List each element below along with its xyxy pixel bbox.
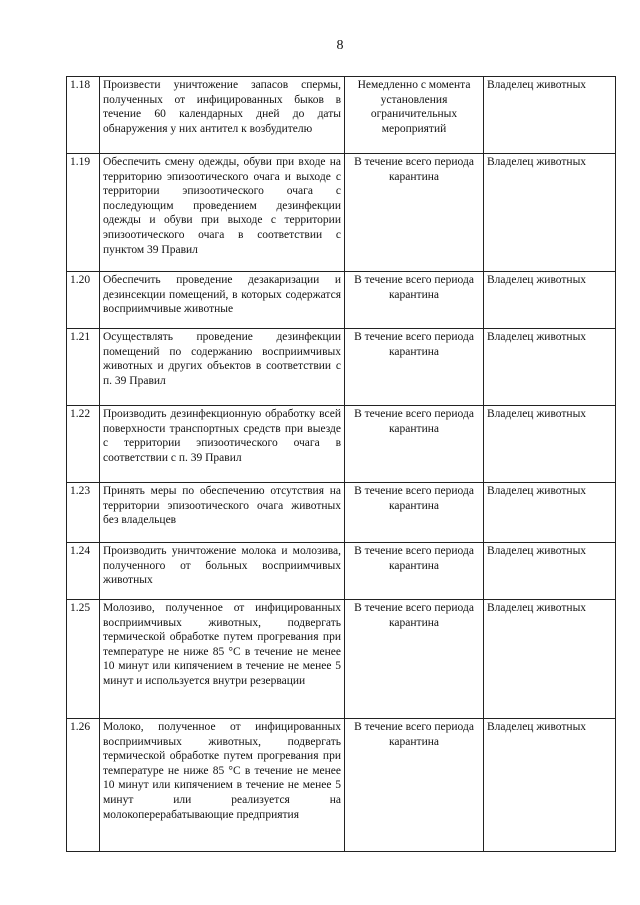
action-cell: Обеспечить проведение дезакаризации и дезинсекции помещений, в которых содержатся восприимчивые животные — [100, 272, 345, 329]
page-number: 8 — [336, 38, 344, 53]
term-cell: В течение всего периода карантина — [345, 272, 484, 329]
responsible-cell: Владелец животных — [484, 77, 616, 154]
table-row — [67, 483, 616, 543]
term-cell: В течение всего периода карантина — [345, 406, 484, 483]
table-row — [67, 77, 616, 154]
action-cell: Осуществлять проведение дезинфекции помещений по содержанию восприимчивых животных и других объектов в соответствии с п. 39 Правил — [100, 329, 345, 406]
row-number: 1.26 — [67, 719, 100, 852]
table-row — [67, 600, 616, 719]
action-cell: Производить дезинфекционную обработку всей поверхности транспортных средств при выезде с территории эпизоотического очага в соответствии с п. 39 Правил — [100, 406, 345, 483]
action-cell: Обеспечить смену одежды, обуви при входе на территорию эпизоотического очага и выходе с территории эпизоотического очага с последующим проведением дезинфекции одежды и обуви при выходе с территории эпизоотического очага в соответствии с пунктом 39 Правил — [100, 154, 345, 272]
row-number: 1.18 — [67, 77, 100, 154]
responsible-cell: Владелец животных — [484, 719, 616, 852]
action-cell: Молоко, полученное от инфицированных восприимчивых животных, подвергать термической обработке путем прогревания при температуре не ниже 85 °С в течение не менее 10 минут или кипячением в течение не менее 5 минут или реализуется на молокоперерабатывающие предприятия — [100, 719, 345, 852]
action-cell: Принять меры по обеспечению отсутствия на территории эпизоотического очага животных без владельцев — [100, 483, 345, 543]
row-number: 1.21 — [67, 329, 100, 406]
responsible-cell: Владелец животных — [484, 600, 616, 719]
row-number: 1.24 — [67, 543, 100, 600]
table-row — [67, 329, 616, 406]
row-number: 1.22 — [67, 406, 100, 483]
row-number: 1.20 — [67, 272, 100, 329]
row-number: 1.23 — [67, 483, 100, 543]
table-row — [67, 719, 616, 852]
action-cell: Произвести уничтожение запасов спермы, полученных от инфицированных быков в течение 60 календарных дней до даты обнаружения у них антител к возбудителю — [100, 77, 345, 154]
term-cell: В течение всего периода карантина — [345, 600, 484, 719]
term-cell: В течение всего периода карантина — [345, 483, 484, 543]
responsible-cell: Владелец животных — [484, 543, 616, 600]
term-cell: В течение всего периода карантина — [345, 543, 484, 600]
table-row — [67, 154, 616, 272]
measures-table — [66, 76, 616, 852]
action-cell: Молозиво, полученное от инфицированных восприимчивых животных, подвергать термической обработке путем прогревания при температуре не ниже 85 °С в течение не менее 10 минут или кипячением в течение не менее 5 минут и используется внутри резервации — [100, 600, 345, 719]
responsible-cell: Владелец животных — [484, 272, 616, 329]
term-cell: В течение всего периода карантина — [345, 719, 484, 852]
action-cell: Производить уничтожение молока и молозива, полученного от больных восприимчивых животных — [100, 543, 345, 600]
responsible-cell: Владелец животных — [484, 483, 616, 543]
table-row — [67, 272, 616, 329]
term-cell: В течение всего периода карантина — [345, 154, 484, 272]
row-number: 1.25 — [67, 600, 100, 719]
responsible-cell: Владелец животных — [484, 329, 616, 406]
table-row — [67, 543, 616, 600]
term-cell: В течение всего периода карантина — [345, 329, 484, 406]
row-number: 1.19 — [67, 154, 100, 272]
term-cell: Немедленно с момента установления ограничительных мероприятий — [345, 77, 484, 154]
responsible-cell: Владелец животных — [484, 406, 616, 483]
table-row — [67, 406, 616, 483]
responsible-cell: Владелец животных — [484, 154, 616, 272]
